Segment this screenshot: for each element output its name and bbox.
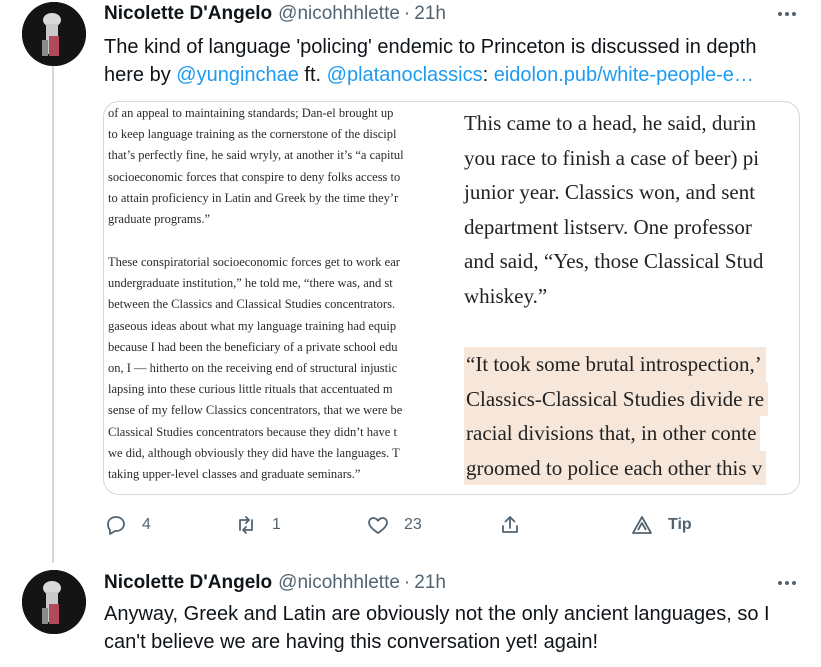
image-text-line: and said, “Yes, those Classical Stud xyxy=(464,249,764,273)
avatar[interactable] xyxy=(22,2,86,66)
reply-count: 4 xyxy=(142,516,151,533)
tweet-header xyxy=(104,571,446,595)
tweet-text xyxy=(104,33,794,89)
separator-dot: · xyxy=(403,572,411,593)
image-text-line: of an appeal to maintaining standards; Dan-el brought up xyxy=(108,106,394,120)
heart-icon xyxy=(366,513,390,537)
tweet-actions xyxy=(104,510,704,540)
highlighted-text: racial divisions that, in other conte xyxy=(464,416,760,451)
share-button[interactable] xyxy=(498,510,536,540)
image-text-line: undergraduate institution,” he told me, “there was, and st xyxy=(108,276,393,291)
highlighted-text: “It took some brutal introspection,’ xyxy=(464,347,766,382)
tip-label: Tip xyxy=(668,516,692,533)
mention-link[interactable]: @yunginchae xyxy=(176,64,299,86)
user-handle[interactable]: @nicohhhlette xyxy=(278,3,400,24)
image-text-line xyxy=(464,347,768,382)
retweet-icon xyxy=(234,513,258,537)
tip-icon xyxy=(630,513,654,537)
display-name[interactable]: Nicolette D'Angelo xyxy=(104,3,273,24)
image-text-line: you race to finish a case of beer) pi xyxy=(464,145,760,170)
image-text-line: between the Classics and Classical Studies concentrators. xyxy=(108,297,396,312)
image-text-line: socioeconomic forces that conspire to deny folks access to xyxy=(108,169,401,184)
more-options-icon[interactable] xyxy=(775,575,799,591)
image-text-line: These conspiratorial socioeconomic forces get to work ear xyxy=(108,255,400,269)
image-text-line: sense of my fellow Classics concentrators, that we were be xyxy=(108,403,403,418)
image-text-line xyxy=(464,416,768,451)
tweet-text-part: ft. xyxy=(298,64,327,86)
reply-icon xyxy=(104,513,128,537)
user-handle[interactable]: @nicohhhlette xyxy=(278,572,400,593)
image-highlighted-paragraph xyxy=(464,347,768,485)
image-text-line: to attain proficiency in Latin and Greek by the time they’r xyxy=(108,190,399,205)
highlighted-text: groomed to police each other this v xyxy=(464,451,766,486)
image-text-line: gaseous ideas about what my language training had equip xyxy=(108,318,397,333)
timestamp[interactable]: 21h xyxy=(414,572,446,593)
image-text-line: department listserv. One professor xyxy=(464,214,752,239)
retweet-count: 1 xyxy=(272,516,281,533)
image-text-line: to keep language training as the cornerstone of the discipl xyxy=(108,127,397,142)
tip-button[interactable] xyxy=(630,510,692,540)
avatar-image xyxy=(22,570,86,634)
url-link[interactable]: eidolon.pub/white-people-e… xyxy=(493,64,754,86)
image-text-line: junior year. Classics won, and sent xyxy=(464,180,756,204)
display-name[interactable]: Nicolette D'Angelo xyxy=(104,572,273,593)
image-text-line: lapsing into these curious little rituals that accentuated m xyxy=(108,382,393,397)
image-paragraph xyxy=(464,106,763,313)
image-text-line xyxy=(464,451,768,486)
image-text-line: on, I — hitherto on the receiving end of structural injustic xyxy=(108,361,398,376)
separator-dot: · xyxy=(403,3,411,24)
timestamp[interactable]: 21h xyxy=(414,3,446,24)
tweet-image[interactable] xyxy=(103,101,800,495)
image-paragraph xyxy=(108,252,402,485)
more-options-icon[interactable] xyxy=(775,6,799,22)
reply-button[interactable] xyxy=(104,510,151,540)
image-text-line: because I had been the beneficiary of a private school edu xyxy=(108,339,398,354)
share-icon xyxy=(498,513,522,537)
image-paragraph xyxy=(108,103,404,230)
thread-connector-line xyxy=(52,66,54,563)
image-text-line: This came to a head, he said, durin xyxy=(464,111,757,135)
like-button[interactable] xyxy=(366,510,422,540)
image-text-line: graduate programs.” xyxy=(108,212,211,227)
image-text-line: whiskey.” xyxy=(464,283,548,308)
image-left-column xyxy=(108,102,450,494)
tweet-header xyxy=(104,2,446,26)
image-right-column xyxy=(462,102,799,494)
retweet-button[interactable] xyxy=(234,510,281,540)
image-text-line: Classical Studies concentrators because they didn’t have t xyxy=(108,424,397,439)
tweet-text-part: : xyxy=(482,64,494,86)
image-text-line: we did, although obviously they did have the languages. T xyxy=(108,445,400,460)
tweet-text: Anyway, Greek and Latin are obviously not the only ancient languages, so I can't believe we are having this conversation yet! again! xyxy=(104,603,770,653)
mention-link[interactable]: @platanoclassics xyxy=(326,64,483,86)
image-text-line: that’s perfectly fine, he said wryly, at another it’s “a capitul xyxy=(108,148,404,163)
image-text-line: taking upper-level classes and graduate seminars.” xyxy=(108,467,361,482)
like-count: 23 xyxy=(404,516,422,533)
highlighted-text: Classics-Classical Studies divide re xyxy=(464,382,768,417)
avatar[interactable] xyxy=(22,570,86,634)
tweet-text-part: The kind of language 'policing' endemic to Princeton is discussed in depth here by xyxy=(104,36,757,86)
image-text-line xyxy=(464,382,768,417)
avatar-image xyxy=(22,2,86,66)
